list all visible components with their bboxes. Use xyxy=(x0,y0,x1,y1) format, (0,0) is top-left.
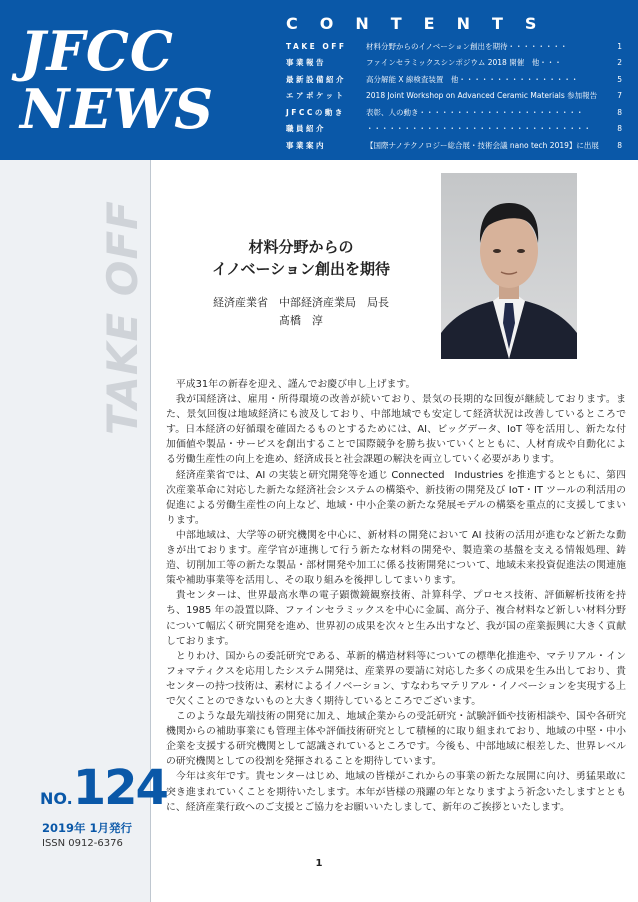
toc-row[interactable] xyxy=(286,55,622,72)
issue-date: 2019年 1月発行 xyxy=(42,821,133,835)
toc-page: 7 xyxy=(617,91,622,101)
paragraph: 今年は亥年です。貴センターはじめ、地域の皆様がこれからの事業の新たな展開に向け、勇猛果敢に突き進まれていくことを期待いたします。本年が皆様の飛躍の年となりますよう祈念いたしますとともに、経済産業行政へのご支援とご協力をお願いいたしまして、新年のご挨拶といたします。 xyxy=(166,771,626,813)
article-body xyxy=(166,377,626,815)
author-portrait xyxy=(441,173,577,359)
issue-number: 124 xyxy=(72,760,167,816)
toc-title: 表彰、人の動き・・・・・・・・・・・・・・・・・・・・・・ xyxy=(366,107,584,117)
toc-category: TAKE OFF xyxy=(286,41,347,51)
toc-page: 8 xyxy=(617,140,622,150)
masthead xyxy=(0,0,638,160)
toc-page: 5 xyxy=(617,74,622,84)
toc-row[interactable] xyxy=(286,88,622,105)
toc-category: エアポケット xyxy=(286,91,346,101)
toc-page: 8 xyxy=(617,124,622,134)
table-of-contents xyxy=(286,38,622,154)
toc-row[interactable] xyxy=(286,38,622,55)
toc-page: 2 xyxy=(617,58,622,68)
toc-category: 職員紹介 xyxy=(286,124,326,134)
issue-label: NO. xyxy=(40,789,73,808)
paragraph: 平成31年の新春を迎え、謹んでお慶び申し上げます。 xyxy=(175,379,416,390)
paragraph: 中部地域は、大学等の研究機関を中心に、新材料の開発において AI 技術の活用が進むなど新たな動きが出ております。産学官が連携して行う新たな材料の開発や、製造業の基盤を支える情報処理、鋳造、切削加工等の新たな製品・部材開発や加工に係る技術開発について、地域未来投資促進法の関連施策や補助事業等を活用し、その取り組みを後押ししてまいります。 xyxy=(166,529,626,587)
author-organization: 経済産業省 中部経済産業局 局長 xyxy=(213,296,389,309)
take-off-watermark: TAKE OFF xyxy=(98,200,147,435)
toc-title: 材料分野からのイノベーション創出を期待・・・・・・・・ xyxy=(366,41,568,51)
portrait-image xyxy=(441,173,577,359)
toc-page: 1 xyxy=(617,41,622,51)
issn: ISSN 0912-6376 xyxy=(42,838,123,849)
paragraph: このような最先端技術の開発に加え、地域企業からの受託研究・試験評価や技術相談や、国や各研究機関からの補助事業にも管理主体や評価技術研究として積極的に取り組まれており、地域の中堅・中小企業を支援する研究機関として認識されているところです。今後も、中部地域に根差した、世界レベルの研究機関としての役割を発揮されることを期待しています。 xyxy=(166,711,626,768)
toc-title: ・・・・・・・・・・・・・・・・・・・・・・・・・・・・・・ xyxy=(366,124,591,134)
paragraph: 我が国経済は、雇用・所得環境の改善が続いており、景気の長期的な回復が継続しております。また、景気回復は地域経済にも波及しており、中部地域でも安定して経済状況は改善しているところです。日本経済の好循環を確固たるものとするためには、AI、ビッグデータ、IoT 等を活用し、新たな付加価値や製品・サービスを創出することで国際競争を勝ち抜いていくとともに、人材育成や自動化による労働生産性の向上を進め、経済成長と社会課題の解決を両立していく必要があります。 xyxy=(166,394,626,466)
paragraph: 貴センターは、世界最高水準の電子顕微鏡観察技術、計算科学、プロセス技術、評価解析技術を持ち、1985 年の設置以降、ファインセラミックスを中心に金属、高分子、複合材料など新しい材料分野について幅広く研究開発を進め、世界初の成果を次々と生み出すなど、我が国の産業振興に大きく貢献しております。 xyxy=(166,590,626,647)
jfcc-news-logo xyxy=(20,19,215,141)
author-name: 髙橋 淳 xyxy=(279,314,323,327)
contents-heading: CONTENTS xyxy=(286,14,559,33)
toc-page: 8 xyxy=(617,107,622,117)
issue-number-block xyxy=(40,760,167,816)
article-title xyxy=(176,236,426,280)
toc-category: JFCCの動き xyxy=(286,107,345,117)
toc-title: 【国際ナノテクノロジー総合展・技術会議 nano tech 2019】に出展 xyxy=(366,140,599,150)
toc-category: 事業案内 xyxy=(286,140,326,150)
toc-title: ファインセラミックスシンポジウム 2018 開催 他・・・ xyxy=(366,58,562,68)
page-number: 1 xyxy=(315,858,323,869)
logo-line2: NEWS xyxy=(20,77,215,141)
toc-title: 2018 Joint Workshop on Advanced Ceramic Materials 参加報告 xyxy=(366,91,598,101)
logo-line1: JFCC xyxy=(20,19,174,83)
paragraph: とりわけ、国からの委託研究である、革新的構造材料等についての標準化推進や、マテリアル・インフォマティクスを応用したシステム開発は、産業界の要請に対応した多くの成果を生み出しており、貴センターの持つ技術は、素材によるイノベーション、すなわちマテリアル・イノベーションを実現する上で欠くことのできないものと大きく期待しているところでございます。 xyxy=(166,650,626,707)
toc-row[interactable] xyxy=(286,71,622,88)
toc-row[interactable] xyxy=(286,121,622,138)
paragraph: 経済産業省では、AI の実装と研究開発等を通じ Connected Industries を推進するとともに、第四次産業革命に対応した新たな経済社会システムの構築や、新技術の開発及び IoT・IT ツールの利活用の促進による労働生産性の向上など、地域・中小企業の新たな発展モデルの構築を重点的に支援してまいります。 xyxy=(166,469,626,526)
toc-category: 最新設備紹介 xyxy=(286,74,346,84)
article-title-line2: イノベーション創出を期待 xyxy=(212,260,390,278)
toc-row[interactable] xyxy=(286,137,622,154)
toc-category: 事業報告 xyxy=(286,58,326,68)
toc-title: 高分解能 X 線検査装置 他・・・・・・・・・・・・・・・・ xyxy=(366,74,579,84)
toc-row[interactable] xyxy=(286,104,622,121)
article-title-line1: 材料分野からの xyxy=(248,238,354,256)
